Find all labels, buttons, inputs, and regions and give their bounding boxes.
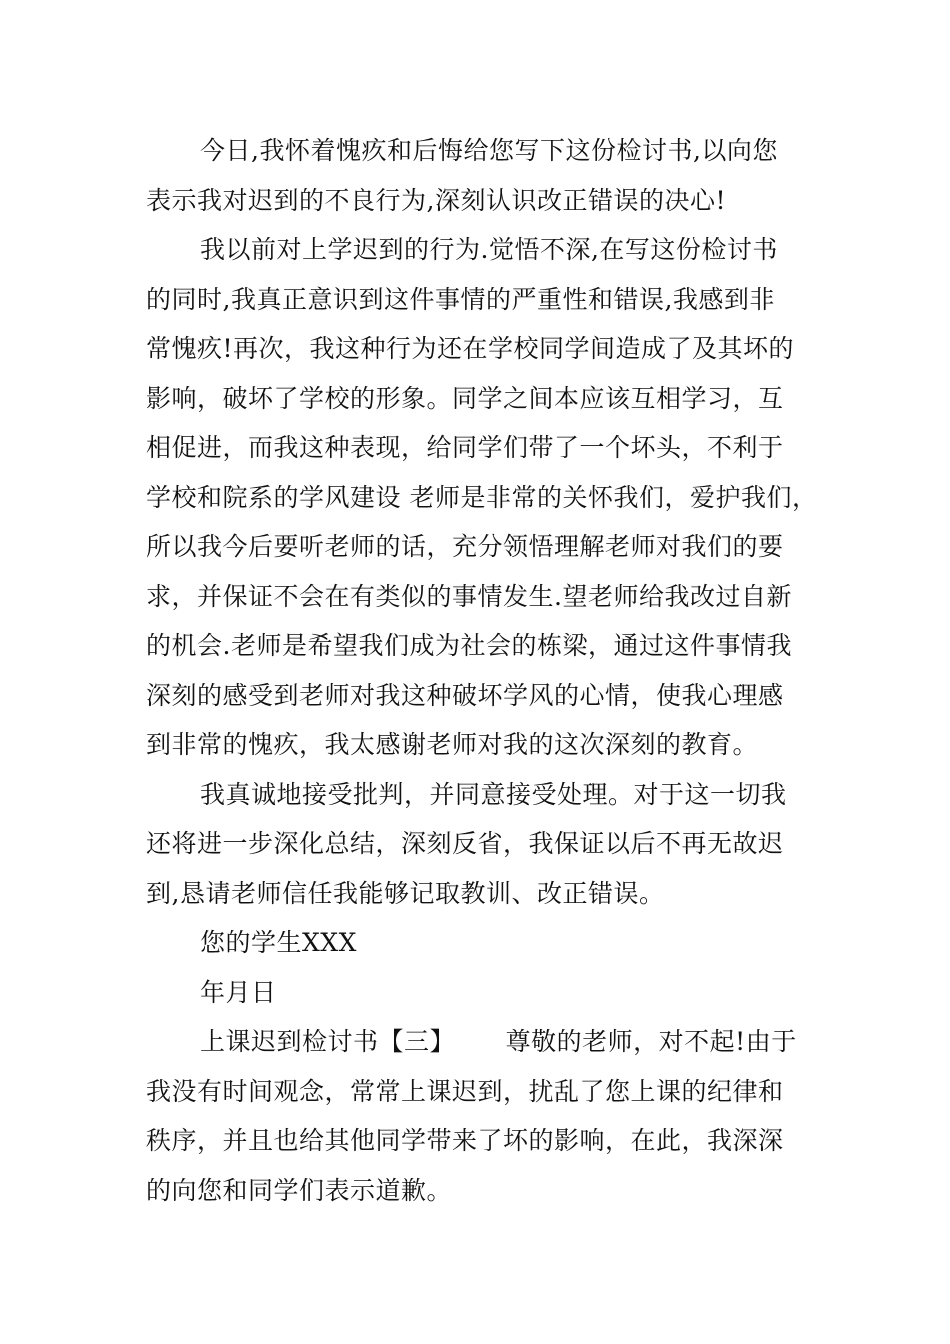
text-line: 常愧疚!再次，我这种行为还在学校同学间造成了及其坏的 (146, 334, 795, 363)
text-line: 还将进一步深化总结，深刻反省，我保证以后不再无故迟 (146, 829, 784, 858)
text-line: 今日,我怀着愧疚和后悔给您写下这份检讨书,以向您 (200, 136, 778, 165)
text-line: 的机会.老师是希望我们成为社会的栋梁，通过这件事情我 (146, 631, 792, 660)
text-line: 深刻的感受到老师对我这种破坏学风的心情，使我心理感 (146, 680, 784, 710)
text-line: 秩序，并且也给其他同学带来了坏的影响，在此，我深深 (146, 1126, 784, 1155)
text-line: 到非常的愧疚，我太感谢老师对我的这次深刻的教育。 (146, 730, 759, 759)
text-line: 的同时,我真正意识到这件事情的严重性和错误,我感到非 (146, 284, 775, 314)
text-line: 的向您和同学们表示道歉。 (146, 1175, 453, 1205)
text-line: 相促进，而我这种表现，给同学们带了一个坏头，不利于 (146, 433, 784, 462)
text-line: 我以前对上学迟到的行为.觉悟不深,在写这份检讨书 (200, 235, 778, 264)
text-line: 求，并保证不会在有类似的事情发生.望老师给我改过自新 (146, 581, 792, 611)
document-body (146, 126, 818, 1215)
date-line: 年月日 (200, 977, 277, 1007)
signature-line: 您的学生XXX (200, 928, 357, 957)
text-line: 影响，破坏了学校的形象。同学之间本应该互相学习，互 (146, 383, 784, 413)
text-line: 到,恳请老师信任我能够记取教训、改正错误。 (146, 878, 665, 908)
text-line: 表示我对迟到的不良行为,深刻认识改正错误的决心! (146, 185, 726, 215)
section-heading-line: 上课迟到检讨书【三】 尊敬的老师，对不起!由于 (200, 1027, 797, 1056)
text-line: 我没有时间观念，常常上课迟到，扰乱了您上课的纪律和 (146, 1076, 784, 1106)
text-line: 所以我今后要听老师的话，充分领悟理解老师对我们的要 (146, 532, 784, 561)
text-line: 学校和院系的学风建设 老师是非常的关怀我们，爱护我们， (146, 482, 818, 512)
text-line: 我真诚地接受批判，并同意接受处理。对于这一切我 (200, 779, 787, 809)
